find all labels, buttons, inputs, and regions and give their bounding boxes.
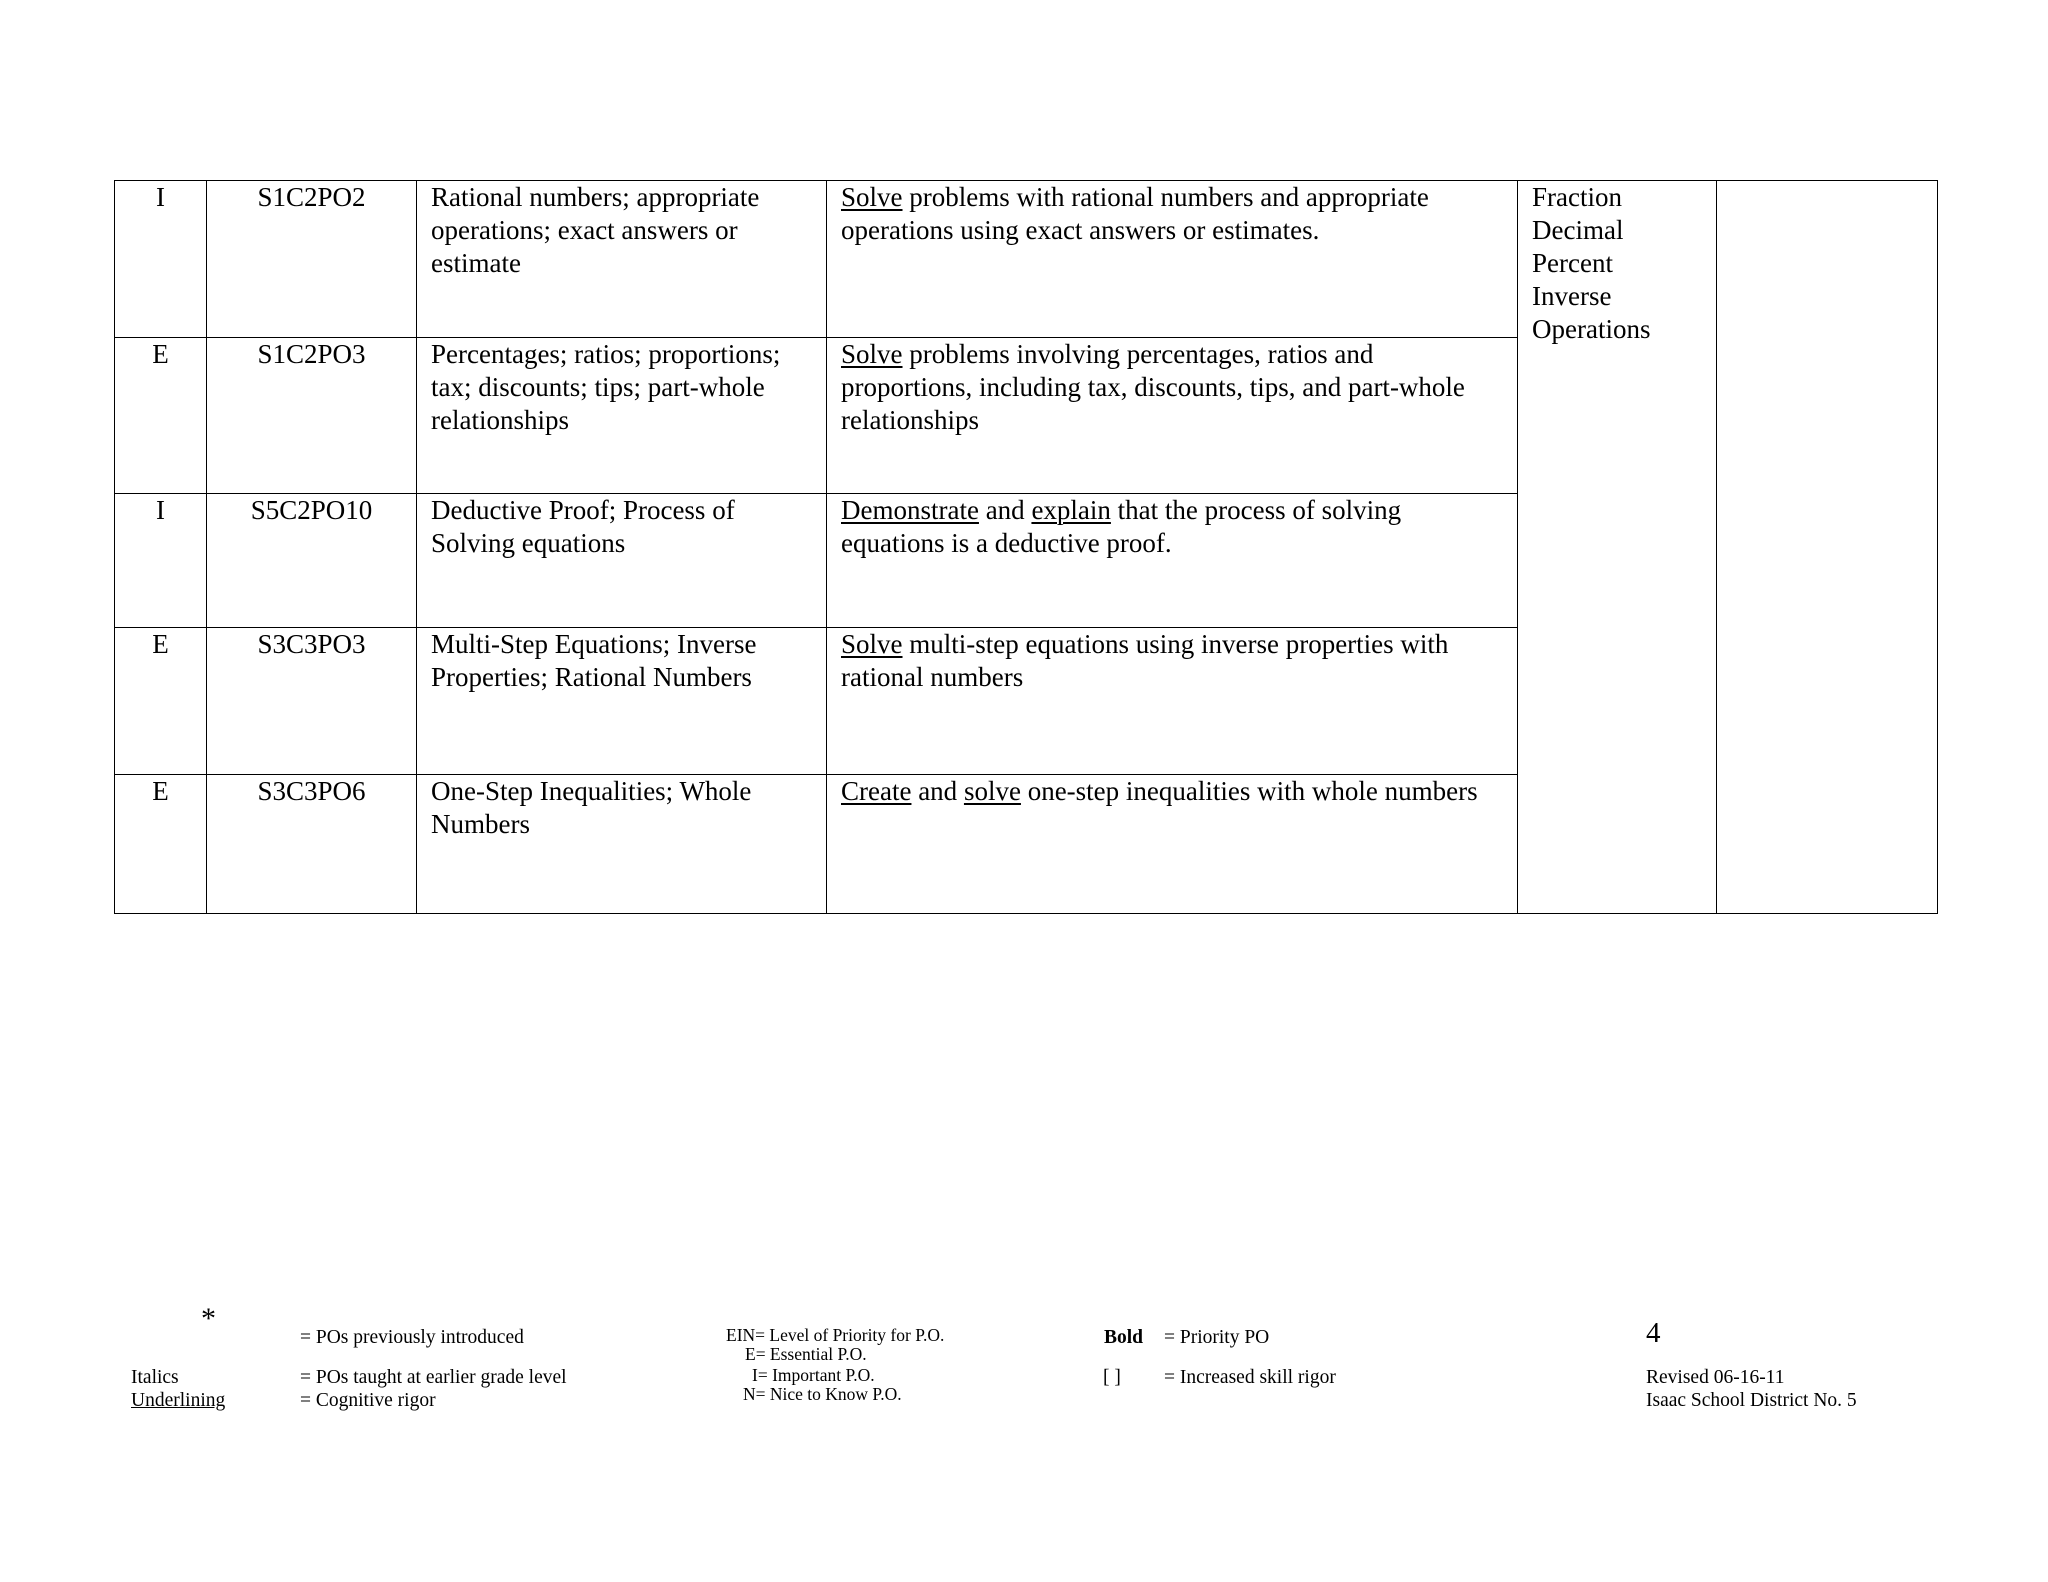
legend-underlining-label: Underlining [131, 1390, 226, 1411]
objective-cell [827, 775, 1518, 914]
district-name: Isaac School District No. 5 [1646, 1390, 1857, 1411]
priority-level-cell: E [115, 338, 207, 494]
objective-text: and [978, 495, 1032, 525]
legend-ein-important: I= Important P.O. [752, 1365, 875, 1385]
objective-text: problems involving percentages, ratios and proportions, including tax, discounts, tips, and part-whole relationships [841, 339, 1465, 435]
resources-cell [1717, 181, 1938, 914]
po-code-cell: S3C3PO3 [207, 628, 417, 775]
legend-brackets-desc: = Increased skill rigor [1164, 1367, 1336, 1388]
priority-level-cell: E [115, 628, 207, 775]
objective-verb: Create [841, 776, 912, 806]
objective-text: multi-step equations using inverse properties with rational numbers [841, 629, 1449, 692]
revised-date: Revised 06-16-11 [1646, 1367, 1785, 1388]
page-number: 4 [1646, 1317, 1661, 1349]
curriculum-table [114, 180, 1938, 914]
priority-level-cell: I [115, 181, 207, 338]
legend-ein-title: EIN= Level of Priority for P.O. [726, 1325, 945, 1345]
legend-italics-label: Italics [131, 1367, 179, 1388]
po-code-cell: S1C2PO2 [207, 181, 417, 338]
concept-cell: One-Step Inequalities; Whole Numbers [417, 775, 827, 914]
objective-cell [827, 181, 1518, 338]
legend-underlining-desc: = Cognitive rigor [300, 1390, 436, 1411]
concept-cell: Percentages; ratios; proportions; tax; discounts; tips; part-whole relationships [417, 338, 827, 494]
objective-verb: Solve [841, 182, 903, 212]
vocabulary-term: Fraction [1532, 182, 1622, 212]
objective-verb: Solve [841, 339, 903, 369]
concept-cell: Rational numbers; appropriate operations; exact answers or estimate [417, 181, 827, 338]
legend-italics-desc: = POs taught at earlier grade level [300, 1367, 567, 1388]
asterisk-symbol: * [201, 1302, 216, 1335]
legend-previously-introduced: = POs previously introduced [300, 1327, 524, 1348]
legend-brackets-label: [ ] [1103, 1367, 1121, 1388]
vocabulary-cell [1518, 181, 1717, 914]
objective-text: one-step inequalities with whole numbers [1020, 776, 1478, 806]
vocabulary-term: Percent [1532, 248, 1613, 278]
priority-level-cell: E [115, 775, 207, 914]
legend-ein-essential: E= Essential P.O. [745, 1344, 867, 1364]
po-code-cell: S5C2PO10 [207, 494, 417, 628]
objective-text: and [911, 776, 964, 806]
objective-cell [827, 338, 1518, 494]
legend-bold-label: Bold [1104, 1327, 1144, 1348]
objective-verb: Solve [841, 629, 903, 659]
concept-cell: Multi-Step Equations; Inverse Properties; Rational Numbers [417, 628, 827, 775]
objective-cell [827, 628, 1518, 775]
objective-verb: explain [1031, 495, 1111, 525]
priority-level-cell: I [115, 494, 207, 628]
vocabulary-term: Decimal [1532, 215, 1624, 245]
objective-cell [827, 494, 1518, 628]
vocabulary-term: Inverse [1532, 281, 1612, 311]
objective-verb: Demonstrate [841, 495, 979, 525]
po-code-cell: S3C3PO6 [207, 775, 417, 914]
objective-text: problems with rational numbers and appropriate operations using exact answers or estimates. [841, 182, 1429, 245]
legend-ein-nice-to-know: N= Nice to Know P.O. [743, 1384, 902, 1404]
vocabulary-term: Operations [1532, 314, 1651, 344]
table-row [115, 181, 1938, 338]
concept-cell: Deductive Proof; Process of Solving equations [417, 494, 827, 628]
po-code-cell: S1C2PO3 [207, 338, 417, 494]
legend-bold-desc: = Priority PO [1164, 1327, 1270, 1348]
objective-verb: solve [963, 776, 1021, 806]
objective-text: that the process of solving equations is a deductive proof. [841, 495, 1402, 558]
